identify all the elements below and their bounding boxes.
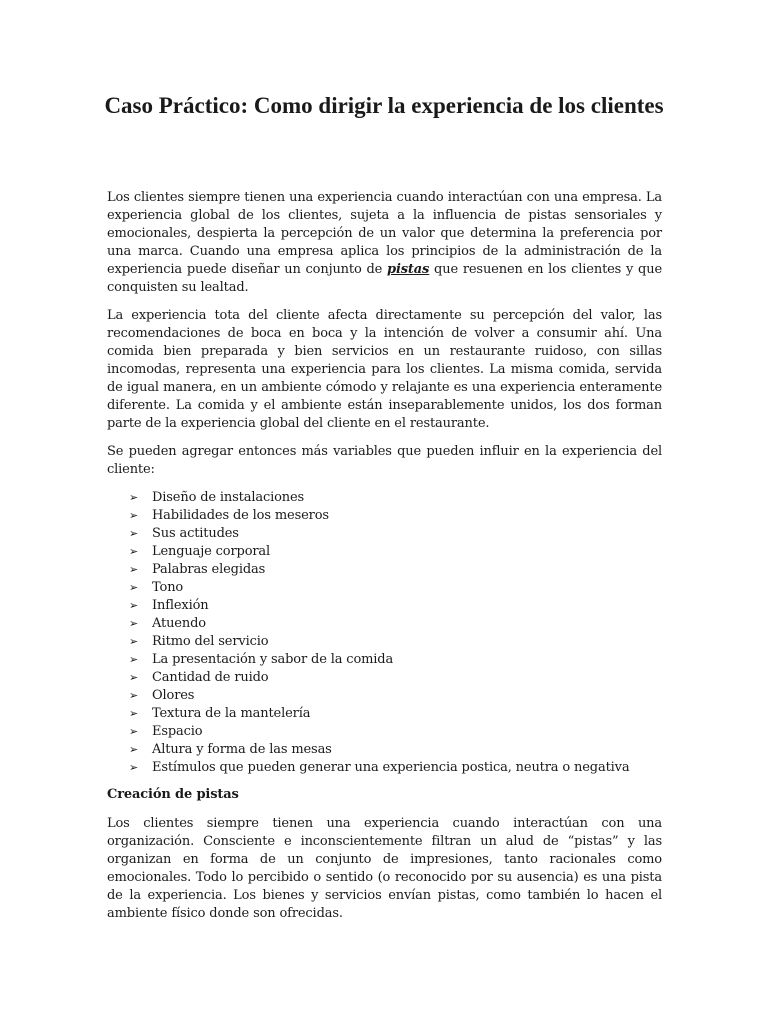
list-item-text: Tono	[152, 580, 184, 595]
arrowhead-bullet-icon: ➢	[129, 581, 139, 594]
arrowhead-bullet-icon: ➢	[129, 563, 139, 576]
list-item	[129, 705, 662, 723]
list-item-text: Espacio	[152, 724, 203, 739]
document-title: Caso Práctico: Como dirigir la experiencia de los clientes	[104, 93, 664, 118]
list-item-text: Atuendo	[152, 616, 206, 631]
list-item	[129, 651, 662, 669]
arrowhead-bullet-icon: ➢	[129, 509, 139, 522]
creation-paragraph: Los clientes siempre tienen una experiencia cuando interactúan con una organización. Consciente e inconscientemente filtran un alud de “pistas” y las organizan en forma de un conjunto de impresiones, tanto racionales como emocionales. Todo lo percibido o sentido (o reconocido por su ausencia) es una pista de la experiencia. Los bienes y servicios envían pistas, como también lo hacen el ambiente físico donde son ofrecidas.	[107, 816, 662, 921]
arrowhead-bullet-icon: ➢	[129, 761, 139, 774]
arrowhead-bullet-icon: ➢	[129, 635, 139, 648]
list-item-text: Palabras elegidas	[152, 562, 266, 577]
arrowhead-bullet-icon: ➢	[129, 527, 139, 540]
arrowhead-bullet-icon: ➢	[129, 671, 139, 684]
list-item	[129, 723, 662, 741]
list-item	[129, 687, 662, 705]
arrowhead-bullet-icon: ➢	[129, 653, 139, 666]
intro-text-end: que resuenen en los clientes y que conquisten su lealtad.	[107, 262, 662, 295]
list-item-text: La presentación y sabor de la comida	[152, 652, 394, 667]
intro-paragraph	[107, 189, 662, 297]
list-item-text: Altura y forma de las mesas	[152, 742, 332, 757]
list-item-text: Habilidades de los meseros	[152, 508, 329, 523]
variables-intro-paragraph: Se pueden agregar entonces más variables que pueden influir en la experiencia del cliente:	[107, 444, 662, 477]
arrowhead-bullet-icon: ➢	[129, 707, 139, 720]
list-item-text: Sus actitudes	[152, 526, 239, 541]
intro-text-start: Los clientes siempre tienen una experiencia cuando interactúan con una empresa. La experiencia global de los clientes, sujeta a la influencia de pistas sensoriales y emocionales, despierta la percepción de un valor que determina la preferencia por una marca. Cuando una empresa aplica los principios de la administración de la experiencia puede diseñar un conjunto de	[107, 190, 662, 277]
list-item	[129, 561, 662, 579]
arrowhead-bullet-icon: ➢	[129, 743, 139, 756]
arrowhead-bullet-icon: ➢	[129, 689, 139, 702]
list-item	[129, 579, 662, 597]
list-item-text: Textura de la mantelería	[152, 706, 311, 721]
list-item	[129, 507, 662, 525]
list-item-text: Cantidad de ruido	[152, 670, 269, 685]
list-item	[129, 741, 662, 759]
list-item-text: Estímulos que pueden generar una experiencia postica, neutra o negativa	[152, 760, 630, 775]
section-heading: Creación de pistas	[107, 787, 239, 802]
arrowhead-bullet-icon: ➢	[129, 491, 139, 504]
arrowhead-bullet-icon: ➢	[129, 545, 139, 558]
list-item	[129, 633, 662, 651]
keyword-pistas: pistas	[387, 262, 430, 277]
list-item	[129, 759, 662, 777]
list-item	[129, 597, 662, 615]
list-item	[129, 543, 662, 561]
list-item-text: Lenguaje corporal	[152, 544, 271, 559]
arrowhead-bullet-icon: ➢	[129, 617, 139, 630]
list-item-text: Olores	[152, 688, 195, 703]
document-body	[107, 189, 662, 933]
list-item	[129, 615, 662, 633]
list-item-text: Ritmo del servicio	[152, 634, 269, 649]
list-item	[129, 489, 662, 507]
experience-paragraph: La experiencia tota del cliente afecta directamente su percepción del valor, las recomendaciones de boca en boca y la intención de volver a consumir ahí. Una comida bien preparada y bien servicios en un restaurante ruidoso, con sillas incomodas, representa una experiencia para los clientes. La misma comida, servida de igual manera, en un ambiente cómodo y relajante es una experiencia enteramente diferente. La comida y el ambiente están inseparablemente unidos, los dos forman parte de la experiencia global del cliente en el restaurante.	[107, 308, 662, 431]
list-item-text: Diseño de instalaciones	[152, 490, 305, 505]
variables-list	[107, 489, 662, 777]
list-item	[129, 525, 662, 543]
list-item	[129, 669, 662, 687]
arrowhead-bullet-icon: ➢	[129, 725, 139, 738]
arrowhead-bullet-icon: ➢	[129, 599, 139, 612]
list-item-text: Inflexión	[152, 598, 209, 613]
